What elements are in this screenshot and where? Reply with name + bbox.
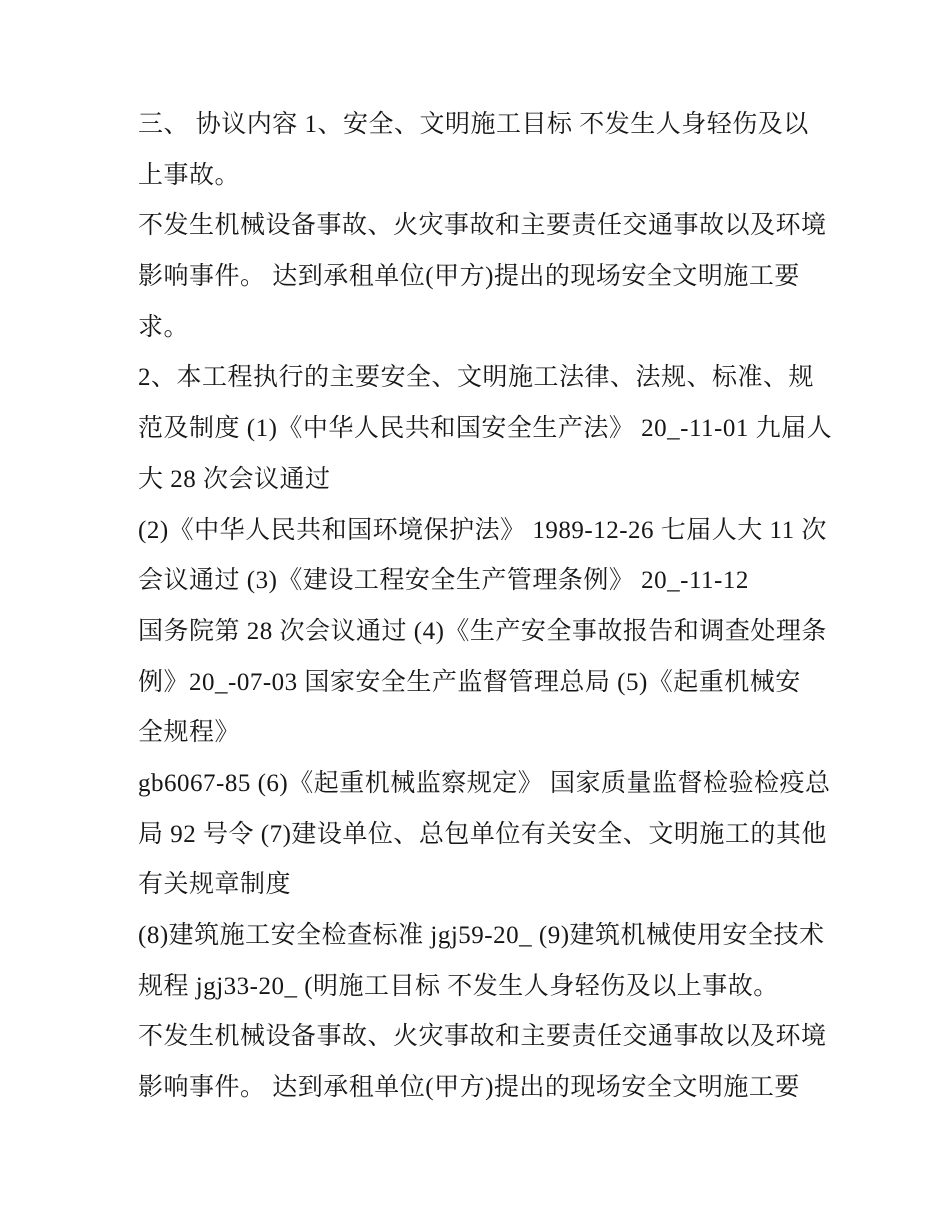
document-line: (2)《中华人民共和国环境保护法》 1989-12-26 七届人大 11 次 (138, 516, 827, 544)
document-line: 局 92 号令 (7)建设单位、总包单位有关安全、文明施工的其他 (138, 820, 827, 848)
document-line: 有关规章制度 (138, 871, 292, 899)
document-line: 国务院第 28 次会议通过 (4)《生产安全事故报告和调查处理条 (138, 617, 827, 645)
document-line: 不发生机械设备事故、火灾事故和主要责任交通事故以及环境 (138, 1023, 827, 1051)
document-line: 规程 jgj33-20_ (明施工目标 不发生人身轻伤及以上事故。 (138, 972, 779, 1000)
document-text-block (138, 100, 850, 1114)
document-line: 会议通过 (3)《建设工程安全生产管理条例》 20_-11-12 (138, 567, 749, 595)
document-line: 三、 协议内容 1、安全、文明施工目标 不发生人身轻伤及以 (138, 111, 809, 138)
document-line: 大 28 次会议通过 (138, 465, 331, 493)
document-line: 影响事件。 达到承租单位(甲方)提出的现场安全文明施工要 (138, 263, 800, 291)
document-line: (8)建筑施工安全检查标准 jgj59-20_ (9)建筑机械使用安全技术 (138, 922, 825, 949)
document-line: 例》20_-07-03 国家安全生产监督管理总局 (5)《起重机械安 (138, 668, 801, 696)
document-line: 不发生机械设备事故、火灾事故和主要责任交通事故以及环境 (138, 212, 827, 240)
document-line: 范及制度 (1)《中华人民共和国安全生产法》 20_-11-01 九届人 (138, 415, 833, 443)
document-line: 影响事件。 达到承租单位(甲方)提出的现场安全文明施工要 (138, 1074, 800, 1102)
document-line: 上事故。 (138, 161, 241, 189)
document-line: 全规程》 (138, 719, 241, 747)
document-line: 2、本工程执行的主要安全、文明施工法律、法规、标准、规 (138, 364, 815, 392)
document-line: gb6067-85 (6)《起重机械监察规定》 国家质量监督检验检疫总 (138, 769, 831, 797)
document-line: 求。 (138, 313, 190, 341)
